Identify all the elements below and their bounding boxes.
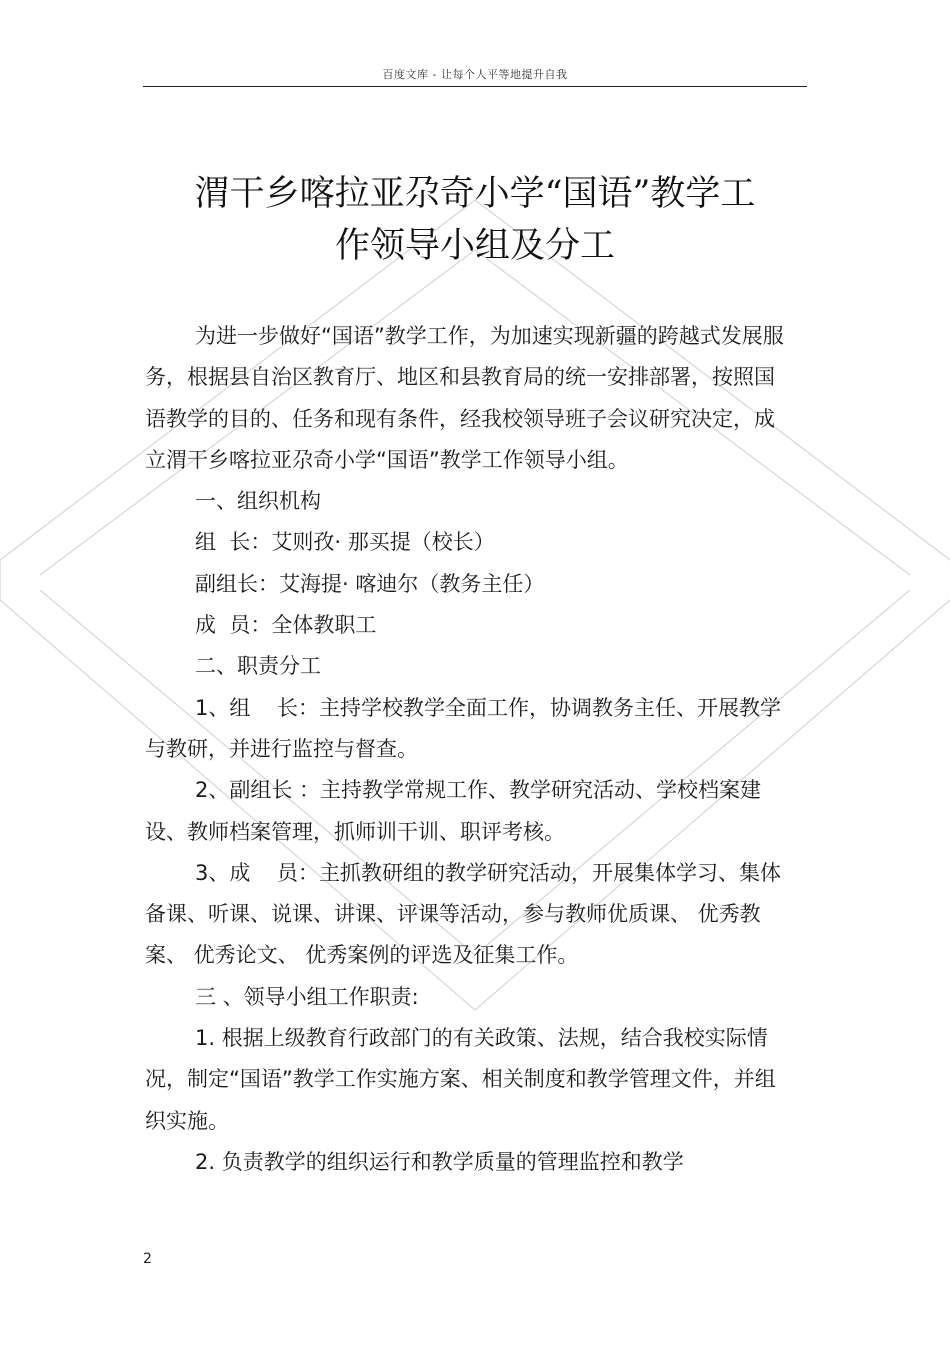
section-heading-organization: 一、组织机构: [195, 489, 321, 514]
responsibility-1-paragraph: 1. 根据上级教育行政部门的有关政策、法规，结合我校实际情况，制定“国语”教学工作实施方案、相关制度和教学管理文件，并组织实施。: [145, 1026, 776, 1133]
page-header: 百度文库 - 让每个人平等地提升自我: [382, 68, 568, 81]
responsibility-2-paragraph: 2. 负责教学的组织运行和教学质量的管理监控和教学: [195, 1149, 684, 1174]
duty-members-paragraph: 3、成 员：主抓教研组的教学研究活动，开展集体学习、集体备课、听课、说课、讲课、评课等活动，参与教师优质课、 优秀教案、 优秀论文、 优秀案例的评选及征集工作。: [145, 860, 782, 968]
leader-line: 组 长：艾则孜· 那买提（校长）: [195, 530, 495, 555]
document-body: [145, 316, 785, 1183]
page-number: 2: [143, 1251, 152, 1267]
title-line-2: 作领导小组及分工: [334, 226, 615, 266]
section-heading-responsibilities: 三 、领导小组工作职责:: [195, 984, 419, 1009]
document-title: [130, 168, 820, 272]
members-line: 成 员：全体教职工: [195, 613, 377, 638]
deputy-leader-line: 副组长：艾海提· 喀迪尔（教务主任）: [195, 571, 545, 596]
header-divider: [143, 86, 807, 87]
section-heading-duties: 二、职责分工: [195, 654, 321, 679]
duty-deputy-paragraph: 2、副组长 ：主持教学常规工作、教学研究活动、学校档案建设、教师档案管理，抓师训干训、职评考核。: [145, 778, 762, 844]
title-line-1: 渭干乡喀拉亚尕奇小学“国语”教学工: [194, 174, 756, 214]
duty-leader-paragraph: 1、组 长：主持学校教学全面工作，协调教务主任、开展教学与教研，并进行监控与督查。: [145, 695, 782, 761]
intro-paragraph: 为进一步做好“国语”教学工作，为加速实现新疆的跨越式发展服务，根据县自治区教育厅、地区和县教育局的统一安排部署，按照国语教学的目的、任务和现有条件，经我校领导班子会议研究决定，成立渭干乡喀拉亚尕奇小学“国语”教学工作领导小组。: [145, 324, 784, 472]
